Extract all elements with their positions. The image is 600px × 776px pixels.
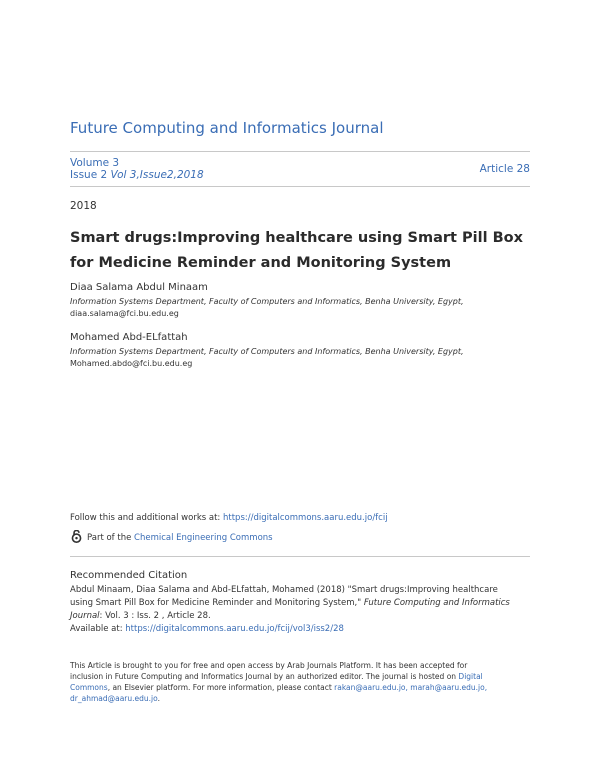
notice-line: This Article is brought to you for free and open access by Arab Journals Platform. It has been accepted for — [70, 661, 468, 670]
citation-journal: Future Computing and Informatics — [363, 598, 510, 608]
citation-text: : Vol. 3 : Iss. 2 , Article 28. — [99, 611, 211, 621]
journal-title[interactable]: Future Computing and Informatics Journal — [70, 119, 384, 137]
notice-text: , an Elsevier platform. For more information, please contact — [107, 683, 335, 692]
follow-link[interactable]: https://digitalcommons.aaru.edu.jo/fcij — [223, 513, 388, 523]
digital-commons-link[interactable]: Digital — [458, 672, 483, 681]
follow-line — [70, 513, 388, 523]
author-email: Mohamed.abdo@fci.bu.edu.eg — [70, 359, 193, 368]
issue-info — [70, 157, 204, 181]
citation-line: Abdul Minaam, Diaa Salama and Abd-ELfattah, Mohamed (2018) "Smart drugs:Improving healthcare — [70, 585, 498, 595]
citation-line — [70, 610, 540, 623]
author-affiliation: Information Systems Department, Faculty of Computers and Informatics, Benha University, Egypt, — [70, 347, 464, 356]
author-affiliation: Information Systems Department, Faculty of Computers and Informatics, Benha University, Egypt, — [70, 297, 464, 306]
notice-line — [70, 682, 510, 693]
access-notice — [70, 660, 510, 704]
notice-text: inclusion in Future Computing and Informatics Journal by an authorized editor. The journal is hosted on — [70, 672, 459, 681]
paper-title: Smart drugs:Improving healthcare using Smart Pill Box for Medicine Reminder and Monitoring System — [70, 230, 523, 271]
citation-text: using Smart Pill Box for Medicine Reminder and Monitoring System," — [70, 598, 364, 608]
citation-heading: Recommended Citation — [70, 570, 188, 581]
available-text: Available at: — [70, 624, 126, 634]
notice-line — [70, 693, 510, 704]
issue-detail: Vol 3,Issue2,2018 — [110, 169, 204, 181]
notice-line — [70, 671, 510, 682]
issue-number: Issue 2 — [70, 169, 111, 181]
open-access-icon — [70, 530, 83, 543]
citation-line — [70, 597, 540, 610]
bottom-divider — [70, 186, 530, 187]
author-name: Diaa Salama Abdul Minaam — [70, 282, 208, 293]
part-of-line — [87, 533, 273, 543]
author-email: diaa.salama@fci.bu.edu.eg — [70, 309, 179, 318]
citation-body — [70, 584, 540, 636]
author-name: Mohamed Abd-ELfattah — [70, 332, 188, 343]
notice-text: . — [157, 694, 160, 703]
available-link[interactable]: https://digitalcommons.aaru.edu.jo/fcij/vol3/iss2/28 — [125, 624, 344, 634]
volume-link[interactable]: Volume 3 — [70, 157, 120, 169]
digital-commons-link[interactable]: Commons — [70, 683, 108, 692]
contact-email-link[interactable]: rakan@aaru.edu.jo, marah@aaru.edu.jo, — [334, 683, 488, 692]
article-number[interactable]: Article 28 — [479, 163, 530, 175]
top-divider — [70, 151, 530, 152]
publication-year: 2018 — [70, 200, 97, 212]
issue-link[interactable] — [70, 169, 204, 181]
contact-email-link[interactable]: dr_ahmad@aaru.edu.jo — [70, 694, 158, 703]
citation-journal: Journal — [70, 611, 100, 621]
citation-line — [70, 623, 540, 636]
citation-divider — [70, 556, 530, 557]
part-of-text: Part of the — [87, 533, 135, 543]
follow-text: Follow this and additional works at: — [70, 513, 223, 523]
part-of-link[interactable]: Chemical Engineering Commons — [134, 533, 273, 543]
